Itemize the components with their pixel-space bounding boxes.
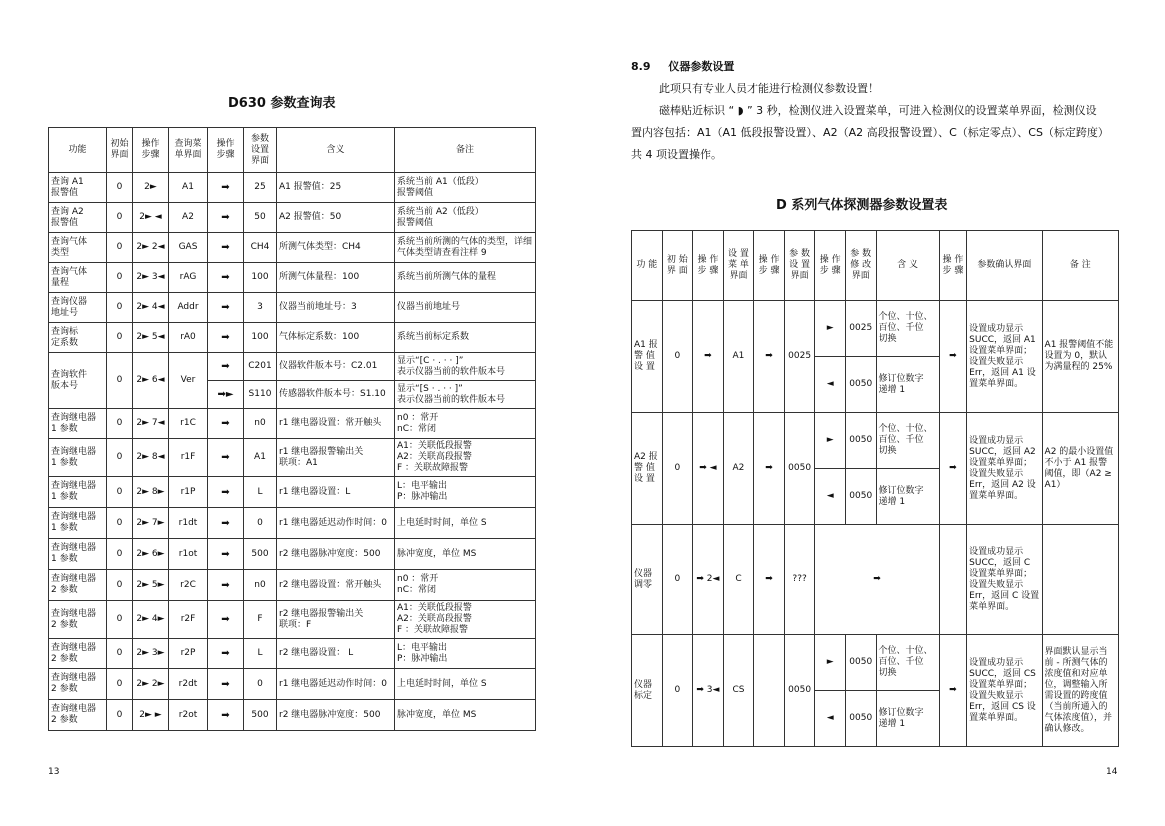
operation-step-cell: 2► 6◄ [133,353,169,409]
function-cell: 查询气体 类型 [49,233,107,263]
operation-step-cell: ➡ [939,301,967,413]
header-operation-step: 操 作 步 骤 [693,231,724,301]
remark-cell: n0 ：常开 nC：常闭 [395,570,536,601]
meaning-cell: 所测气体量程：100 [277,263,395,293]
initial-screen-cell: 0 [107,477,133,508]
meaning-cell: 仪器软件版本号：C2.01 [277,353,395,381]
table-row [49,263,536,293]
remark-cell: 系统当前 A2（低段） 报警阈值 [395,203,536,233]
remark-cell: 上电延时时间，单位 S [395,669,536,700]
arrow-cell: ➡ [208,639,244,669]
operation-step-cell: 2► 5► [133,570,169,601]
arrow-cell: ➡ [208,669,244,700]
operation-step-cell: 2► 3► [133,639,169,669]
parameter-value-cell: 50 [244,203,277,233]
meaning-cell: r1 继电器延迟动作时间：0 [277,669,395,700]
arrow-cell: ➡ [208,233,244,263]
confirm-screen-cell: 设置成功显示 SUCC，返回 A1 设置菜单界面； 设置失败显示 Err，返回 A1 设置菜单界面。 [967,301,1042,413]
meaning-cell: r2 继电器脉冲宽度：500 [277,700,395,731]
intro-paragraph-3: 置内容包括：A1（A1 低段报警设置）、A2（A2 高段报警设置）、C（标定零点）、CS（标定跨度） [631,126,1109,139]
operation-step-cell: 2► 3◄ [133,263,169,293]
header-parameter-screen: 参 数 设 置 界面 [784,231,815,301]
arrow-cell: ➡ [208,323,244,353]
arrow-cell: ➡ [208,539,244,570]
query-menu-cell: r2F [169,601,208,639]
function-cell: 查询继电器 2 参数 [49,700,107,731]
table-header-row [632,231,1119,301]
operation-step-cell: ➡ [939,635,967,747]
meaning-cell: r1 继电器设置：L [277,477,395,508]
function-cell: A2 报 警 值 设 置 [632,413,663,525]
initial-screen-cell: 0 [107,263,133,293]
query-menu-cell: r1dt [169,508,208,539]
query-menu-cell: r2C [169,570,208,601]
parameter-value-cell: 0050 [784,413,815,525]
function-cell: 查询 A2 报警值 [49,203,107,233]
operation-step-cell: 2► 8◄ [133,439,169,477]
operation-step-cell: 2► 2► [133,669,169,700]
meaning-cell: r1 继电器延迟动作时间：0 [277,508,395,539]
query-menu-cell: GAS [169,233,208,263]
header-initial-screen: 初始 界面 [107,128,133,173]
remark-cell: 系统当前所测的气体的类型，详细气体类型请查看注样 9 [395,233,536,263]
function-cell: 查询继电器 1 参数 [49,477,107,508]
remark-cell: L：电平输出 P：脉冲输出 [395,639,536,669]
function-cell: 查询 A1 报警值 [49,173,107,203]
intro-paragraph-2: 磁棒贴近标识 “ ◗ ” 3 秒，检测仪进入设置菜单，可进入检测仪的设置菜单界面，检测仪设 [659,104,1097,117]
section-title: 仪器参数设置 [668,60,735,73]
header-query-menu: 查询菜 单界面 [169,128,208,173]
initial-screen-cell: 0 [662,413,693,525]
remark-cell: L：电平输出 P：脉冲输出 [395,477,536,508]
parameter-value-cell: F [244,601,277,639]
operation-step-cell: ➡ 3◄ [693,635,724,747]
initial-screen-cell: 0 [107,601,133,639]
table-row [49,439,536,477]
parameter-value-cell: n0 [244,409,277,439]
initial-screen-cell: 0 [107,669,133,700]
parameter-value-cell: 500 [244,539,277,570]
confirm-screen-cell: 设置成功显示 SUCC，返回 C 设置菜单界面；设置失败显示 Err，返回 C 设置菜单界面。 [967,525,1042,635]
function-cell: 查询气体 量程 [49,263,107,293]
section-number: 8.9 [631,60,651,73]
parameter-query-table [48,127,536,731]
modify-value-cell: 0025 [845,301,876,357]
parameter-value-cell: C201 [244,353,277,381]
meaning-cell: 个位、十位、 百位、千位 切换 [876,301,939,357]
header-operation-step-4: 操 作 步 骤 [939,231,967,301]
operation-step-cell: ➡ [815,525,939,635]
query-menu-cell: rA0 [169,323,208,353]
modify-value-cell: 0050 [845,357,876,413]
query-menu-cell: A1 [169,173,208,203]
parameter-value-cell: 100 [244,263,277,293]
parameter-value-cell: L [244,639,277,669]
setting-menu-cell: C [723,525,754,635]
query-menu-cell: Ver [169,353,208,409]
operation-step-cell: 2► 4► [133,601,169,639]
operation-step-cell: ◄ [815,357,846,413]
modify-value-cell: 0050 [845,691,876,747]
remark-cell: A2 的最小设置值不小于 A1 报警阈值，即（A2 ≥ A1） [1042,413,1118,525]
initial-screen-cell: 0 [662,525,693,635]
initial-screen-cell: 0 [107,570,133,601]
parameter-value-cell: 0 [244,508,277,539]
meaning-cell: 传感器软件版本号：S1.10 [277,381,395,409]
arrow-cell: ➡ [208,477,244,508]
operation-step-cell [939,525,967,635]
header-parameter-screen: 参数 设置 界面 [244,128,277,173]
intro-paragraph-4: 共 4 项设置操作。 [631,148,722,161]
remark-cell: n0 ：常开 nC：常闭 [395,409,536,439]
function-cell: 查询软件 版本号 [49,353,107,409]
header-parameter-modify: 参 数 修 改 界面 [845,231,876,301]
arrow-cell: ➡ [208,263,244,293]
operation-step-cell: 2► [133,173,169,203]
table-row [49,353,536,381]
parameter-setting-table [631,230,1119,747]
function-cell: 查询继电器 2 参数 [49,639,107,669]
modify-value-cell: 0050 [845,413,876,469]
operation-step-cell: 2► 2◄ [133,233,169,263]
table-row [49,173,536,203]
initial-screen-cell: 0 [107,439,133,477]
parameter-value-cell: 0 [244,669,277,700]
function-cell: 查询继电器 1 参数 [49,439,107,477]
operation-step-cell: ➡ [754,413,785,525]
query-menu-cell: r1ot [169,539,208,570]
query-menu-cell: r2P [169,639,208,669]
meaning-cell: 所测气体类型：CH4 [277,233,395,263]
header-operation-step: 操作 步骤 [133,128,169,173]
right-page-number: 14 [1106,767,1118,777]
parameter-value-cell: A1 [244,439,277,477]
query-menu-cell: r1C [169,409,208,439]
arrow-cell: ➡ [208,700,244,731]
remark-cell: 系统当前标定系数 [395,323,536,353]
confirm-screen-cell: 设置成功显示 SUCC，返回 CS 设置菜单界面； 设置失败显示 Err，返回 CS 设置菜单界面。 [967,635,1042,747]
arrow-cell: ➡► [208,381,244,409]
query-menu-cell: r1F [169,439,208,477]
parameter-value-cell: L [244,477,277,508]
header-initial-screen: 初 始 界 面 [662,231,693,301]
operation-step-cell: ► [815,301,846,357]
remark-cell: 系统当前 A1（低段） 报警阈值 [395,173,536,203]
function-cell: A1 报 警 值 设 置 [632,301,663,413]
operation-step-cell: ➡ [939,413,967,525]
initial-screen-cell: 0 [107,203,133,233]
operation-step-cell: ► [815,635,846,691]
function-cell: 查询继电器 2 参数 [49,669,107,700]
function-cell: 查询继电器 2 参数 [49,601,107,639]
arrow-cell: ➡ [208,173,244,203]
left-page-title: D630 参数查询表 [228,96,336,111]
parameter-value-cell: 500 [244,700,277,731]
remark-cell: A1 报警阈值不能设置为 0，默认为满量程的 25% [1042,301,1118,413]
table-header-row [49,128,536,173]
arrow-cell: ➡ [208,601,244,639]
parameter-value-cell: 0050 [784,635,815,747]
header-operation-step-2: 操作 步骤 [208,128,244,173]
operation-step-cell: 2► ◄ [133,203,169,233]
header-function: 功能 [49,128,107,173]
modify-value-cell: 0050 [845,635,876,691]
section-heading [631,58,734,74]
parameter-value-cell: 3 [244,293,277,323]
arrow-cell: ➡ [208,508,244,539]
initial-screen-cell: 0 [107,539,133,570]
function-cell: 查询继电器 1 参数 [49,508,107,539]
operation-step-cell: ➡ [754,301,785,413]
remark-cell: 上电延时时间，单位 S [395,508,536,539]
table-row [49,233,536,263]
remark-cell: 界面默认显示当前 - 所测气体的浓度值和对应单位，调整输入所需设置的跨度值（当前所通入的气体浓度值），并确认修改。 [1042,635,1118,747]
meaning-cell: 修订位数字 递增 1 [876,357,939,413]
meaning-cell: r2 继电器脉冲宽度：500 [277,539,395,570]
remark-cell: 脉冲宽度，单位 MS [395,700,536,731]
arrow-cell: ➡ [208,439,244,477]
operation-step-cell: ➡ [754,525,785,635]
initial-screen-cell: 0 [107,639,133,669]
remark-cell: 脉冲宽度，单位 MS [395,539,536,570]
table-row [49,323,536,353]
query-menu-cell: rAG [169,263,208,293]
table-row [49,203,536,233]
meaning-cell: 个位、十位、 百位、千位 切换 [876,413,939,469]
initial-screen-cell: 0 [107,409,133,439]
table-row [49,570,536,601]
parameter-value-cell: 100 [244,323,277,353]
parameter-value-cell: 25 [244,173,277,203]
header-meaning: 含 义 [876,231,939,301]
remark-cell: 仪器当前地址号 [395,293,536,323]
operation-step-cell: ► [815,413,846,469]
header-remark: 备注 [395,128,536,173]
meaning-cell: r1 继电器报警输出关 联项：A1 [277,439,395,477]
function-cell: 仪器 标定 [632,635,663,747]
function-cell: 查询继电器 2 参数 [49,570,107,601]
meaning-cell: A1 报警值：25 [277,173,395,203]
table-row [632,635,1119,691]
table-row [49,700,536,731]
initial-screen-cell: 0 [662,635,693,747]
operation-step-cell: 2► 4◄ [133,293,169,323]
function-cell: 查询标 定系数 [49,323,107,353]
initial-screen-cell: 0 [107,323,133,353]
function-cell: 查询继电器 1 参数 [49,409,107,439]
remark-cell: A1：关联低段报警 A2：关联高段报警 F ：关联故障报警 [395,439,536,477]
arrow-cell: ➡ [208,353,244,381]
operation-step-cell: ➡ 2◄ [693,525,724,635]
header-setting-menu: 设 置 菜 单 界面 [723,231,754,301]
header-remark: 备 注 [1042,231,1118,301]
table-row [632,525,1119,635]
function-cell: 仪器 调零 [632,525,663,635]
remark-cell: A1：关联低段报警 A2：关联高段报警 F ：关联故障报警 [395,601,536,639]
query-menu-cell: A2 [169,203,208,233]
query-menu-cell: r2ot [169,700,208,731]
header-operation-step-3: 操 作 步 骤 [815,231,846,301]
operation-step-cell: 2► 5◄ [133,323,169,353]
meaning-cell: 仪器当前地址号：3 [277,293,395,323]
meaning-cell: r2 继电器设置： L [277,639,395,669]
arrow-cell: ➡ [208,293,244,323]
meaning-cell: A2 报警值：50 [277,203,395,233]
table-row [49,601,536,639]
operation-step-cell: 2► 6► [133,539,169,570]
operation-step-cell [754,635,785,747]
header-meaning: 含义 [277,128,395,173]
table-row [49,409,536,439]
meaning-cell: r2 继电器报警输出关 联项：F [277,601,395,639]
setting-menu-cell: A2 [723,413,754,525]
initial-screen-cell: 0 [107,700,133,731]
table-row [49,508,536,539]
initial-screen-cell: 0 [107,353,133,409]
setting-menu-cell: CS [723,635,754,747]
table-row [632,413,1119,469]
parameter-value-cell: 0025 [784,301,815,413]
meaning-cell: 气体标定系数：100 [277,323,395,353]
header-confirm-screen: 参数确认界面 [967,231,1042,301]
meaning-cell: r2 继电器设置：常开触头 [277,570,395,601]
remark-cell: 显示“[S · . · · ]” 表示仪器当前的软件版本号 [395,381,536,409]
query-menu-cell: r2dt [169,669,208,700]
operation-step-cell: 2► 7◄ [133,409,169,439]
setting-menu-cell: A1 [723,301,754,413]
table-row [49,639,536,669]
meaning-cell: r1 继电器设置：常开触头 [277,409,395,439]
table-row [49,669,536,700]
remark-cell [1042,525,1118,635]
header-function: 功 能 [632,231,663,301]
parameter-value-cell: S110 [244,381,277,409]
parameter-value-cell: n0 [244,570,277,601]
right-table-title: D 系列气体探测器参数设置表 [776,198,948,213]
operation-step-cell: 2► 7► [133,508,169,539]
table-row [632,301,1119,357]
parameter-value-cell: CH4 [244,233,277,263]
initial-screen-cell: 0 [107,293,133,323]
operation-step-cell: ◄ [815,691,846,747]
arrow-cell: ➡ [208,203,244,233]
remark-cell: 显示“[C · . · · ]” 表示仪器当前的软件版本号 [395,353,536,381]
operation-step-cell: 2► 8► [133,477,169,508]
initial-screen-cell: 0 [107,508,133,539]
arrow-cell: ➡ [208,409,244,439]
table-row [49,477,536,508]
initial-screen-cell: 0 [662,301,693,413]
query-menu-cell: Addr [169,293,208,323]
operation-step-cell: 2► ► [133,700,169,731]
left-page-number: 13 [48,767,60,777]
confirm-screen-cell: 设置成功显示 SUCC，返回 A2 设置菜单界面； 设置失败显示 Err，返回 A2 设置菜单界面。 [967,413,1042,525]
table-row [49,293,536,323]
parameter-value-cell: ??? [784,525,815,635]
modify-value-cell: 0050 [845,469,876,525]
remark-cell: 系统当前所测气体的量程 [395,263,536,293]
table-row [49,539,536,570]
intro-paragraph-1: 此项只有专业人员才能进行检测仪参数设置！ [659,82,879,95]
operation-step-cell: ➡ [693,301,724,413]
operation-step-cell: ➡ ◄ [693,413,724,525]
initial-screen-cell: 0 [107,173,133,203]
header-operation-step-2: 操 作 步 骤 [754,231,785,301]
operation-step-cell: ◄ [815,469,846,525]
meaning-cell: 修订位数字 递增 1 [876,691,939,747]
function-cell: 查询仪器 地址号 [49,293,107,323]
query-menu-cell: r1P [169,477,208,508]
meaning-cell: 修订位数字 递增 1 [876,469,939,525]
initial-screen-cell: 0 [107,233,133,263]
function-cell: 查询继电器 1 参数 [49,539,107,570]
meaning-cell: 个位、十位、 百位、千位 切换 [876,635,939,691]
arrow-cell: ➡ [208,570,244,601]
